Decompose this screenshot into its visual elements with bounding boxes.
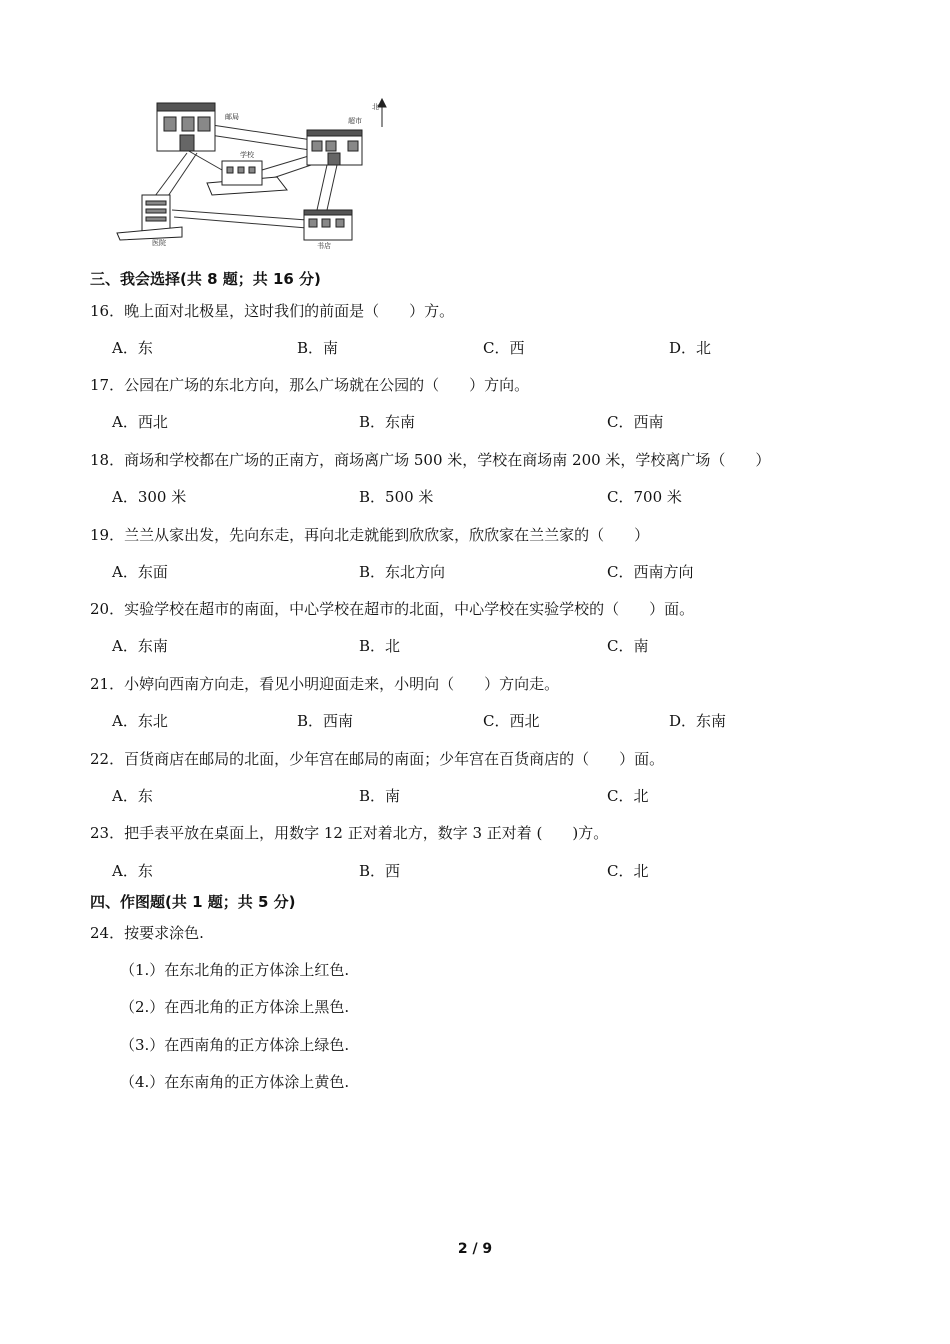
q24-item-4: （4.）在东南角的正方体涂上黄色. (120, 1073, 350, 1091)
section-3-title: 三、我会选择(共 8 题；共 16 分) (90, 270, 321, 288)
q24-item-1: （1.）在东北角的正方体涂上红色. (120, 961, 350, 979)
q20-option-a: A．东南 (112, 637, 168, 655)
q21-option-a: A．东北 (112, 712, 168, 730)
q19-option-b: B．东北方向 (359, 563, 446, 581)
q17-option-a: A．西北 (112, 413, 168, 431)
post-office-label: 邮局 (225, 113, 239, 121)
north-label: 北 (372, 103, 379, 111)
q17-option-b: B．东南 (359, 413, 416, 431)
post-office-building (157, 103, 215, 151)
q18-option-c: C．700 米 (607, 488, 682, 506)
q16-option-d: D．北 (669, 339, 712, 357)
question-22: 22．百货商店在邮局的北面，少年宫在邮局的南面；少年宫在百货商店的（ ）面。 (90, 750, 665, 768)
bookstore-building (304, 210, 352, 240)
q24-item-2: （2.）在西北角的正方体涂上黑色. (120, 998, 350, 1016)
school-label: 学校 (240, 151, 254, 159)
q23-option-c: C．北 (607, 862, 649, 880)
hospital-label: 医院 (152, 239, 166, 247)
q16-option-a: A．东 (112, 339, 153, 357)
q22-option-b: B．南 (359, 787, 401, 805)
q17-option-c: C．西南 (607, 413, 664, 431)
q18-option-a: A．300 米 (112, 488, 187, 506)
q18-option-b: B．500 米 (359, 488, 434, 506)
q21-option-c: C．西北 (483, 712, 540, 730)
question-23: 23．把手表平放在桌面上，用数字 12 正对着北方，数字 3 正对着 ( )方。 (90, 824, 609, 842)
q22-option-c: C．北 (607, 787, 649, 805)
question-24: 24．按要求涂色. (90, 924, 204, 942)
direction-map-figure (112, 95, 397, 250)
q19-option-a: A．东面 (112, 563, 168, 581)
q23-option-b: B．西 (359, 862, 401, 880)
q21-option-b: B．西南 (297, 712, 354, 730)
hospital-building (117, 195, 182, 240)
question-18: 18．商场和学校都在广场的正南方，商场离广场 500 米，学校在商场南 200 米，学校离广场（ ） (90, 451, 771, 469)
question-16: 16．晚上面对北极星，这时我们的前面是（ ）方。 (90, 302, 455, 320)
bookstore-label: 书店 (317, 242, 331, 250)
supermarket-building (307, 130, 362, 165)
section-4-title: 四、作图题(共 1 题；共 5 分) (90, 893, 296, 911)
q20-option-c: C．南 (607, 637, 649, 655)
question-21: 21．小婷向西南方向走，看见小明迎面走来，小明向（ ）方向走。 (90, 675, 560, 693)
page-number: 2 / 9 (457, 1241, 493, 1257)
q19-option-c: C．西南方向 (607, 563, 694, 581)
q22-option-a: A．东 (112, 787, 153, 805)
q24-item-3: （3.）在西南角的正方体涂上绿色. (120, 1036, 350, 1054)
q16-option-b: B．南 (297, 339, 339, 357)
question-19: 19．兰兰从家出发，先向东走，再向北走就能到欣欣家，欣欣家在兰兰家的（ ） (90, 526, 650, 544)
supermarket-label: 超市 (348, 117, 362, 125)
question-20: 20．实验学校在超市的南面，中心学校在超市的北面，中心学校在实验学校的（ ）面。 (90, 600, 695, 618)
q23-option-a: A．东 (112, 862, 153, 880)
q21-option-d: D．东南 (669, 712, 727, 730)
q16-option-c: C．西 (483, 339, 525, 357)
q20-option-b: B．北 (359, 637, 401, 655)
question-17: 17．公园在广场的东北方向，那么广场就在公园的（ ）方向。 (90, 376, 530, 394)
north-arrow-icon (378, 99, 386, 127)
